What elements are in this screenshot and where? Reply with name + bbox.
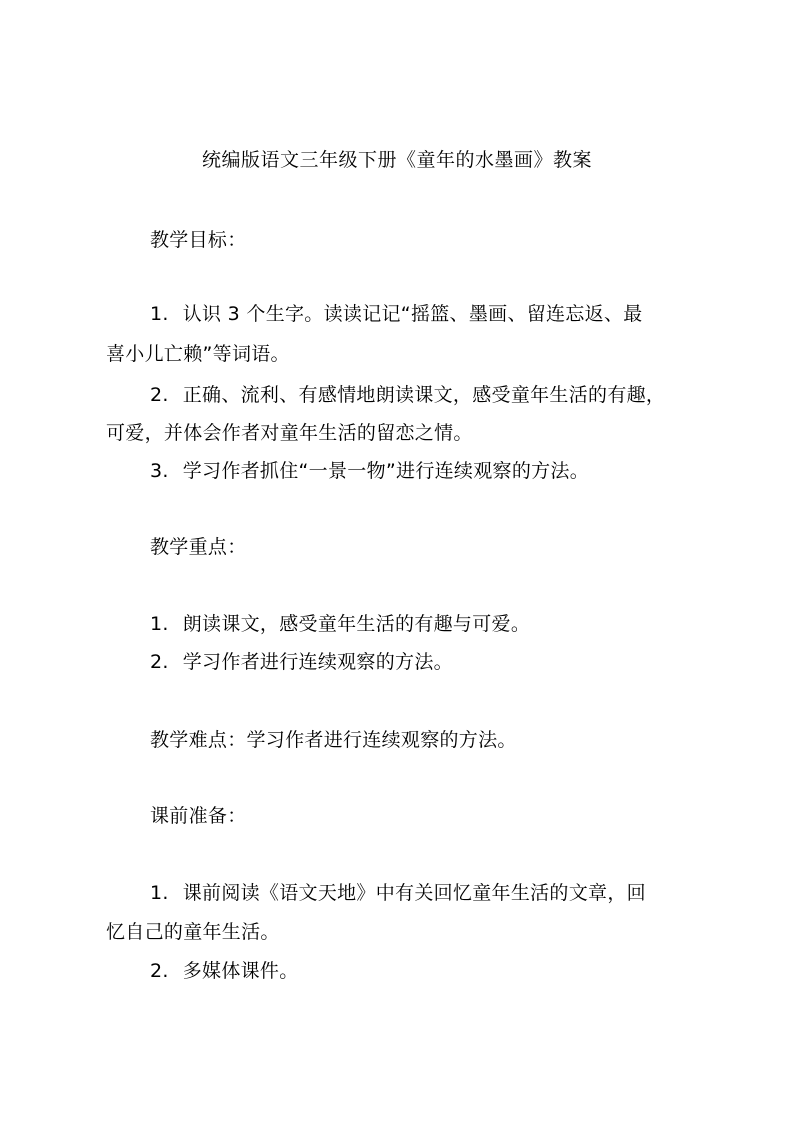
preparation-item-2: [150, 957, 299, 985]
item-number: 2.: [150, 384, 169, 406]
objective-item-3: [150, 457, 589, 485]
objective-item-1-continuation: 喜小儿亡赖”等词语。: [106, 343, 290, 365]
preparation-heading: 课前准备：: [150, 805, 247, 827]
item-text: 认识 3 个生字。读读记记“摇篮、墨画、留连忘返、最: [182, 303, 643, 325]
item-text: 学习作者抓住“一景一物”进行连续观察的方法。: [182, 460, 590, 482]
objective-item-1: [150, 300, 643, 328]
key-points-heading: 教学重点：: [150, 536, 247, 558]
key-point-item-2: [150, 648, 453, 676]
difficulty-line: 教学难点：学习作者进行连续观察的方法。: [150, 729, 517, 751]
objectives-heading: 教学目标：: [150, 229, 247, 251]
preparation-item-1: [150, 879, 646, 907]
objective-item-2: [150, 381, 665, 409]
item-text: 学习作者进行连续观察的方法。: [182, 651, 453, 673]
preparation-item-1-continuation: 忆自己的童年生活。: [106, 921, 280, 943]
item-text: 课前阅读《语文天地》中有关回忆童年生活的文章，回: [182, 882, 646, 904]
item-number: 2.: [150, 651, 169, 673]
item-number: 1.: [150, 303, 169, 325]
item-number: 3.: [150, 460, 169, 482]
document-title: 统编版语文三年级下册《童年的水墨画》教案: [201, 149, 592, 171]
item-number: 2.: [150, 960, 169, 982]
key-point-item-1: [150, 610, 530, 638]
item-text: 正确、流利、有感情地朗读课文，感受童年生活的有趣，: [182, 384, 666, 406]
item-text: 朗读课文，感受童年生活的有趣与可爱。: [182, 613, 531, 635]
objective-item-2-continuation: 可爱，并体会作者对童年生活的留恋之情。: [106, 422, 473, 444]
item-text: 多媒体课件。: [182, 960, 299, 982]
item-number: 1.: [150, 882, 169, 904]
item-number: 1.: [150, 613, 169, 635]
